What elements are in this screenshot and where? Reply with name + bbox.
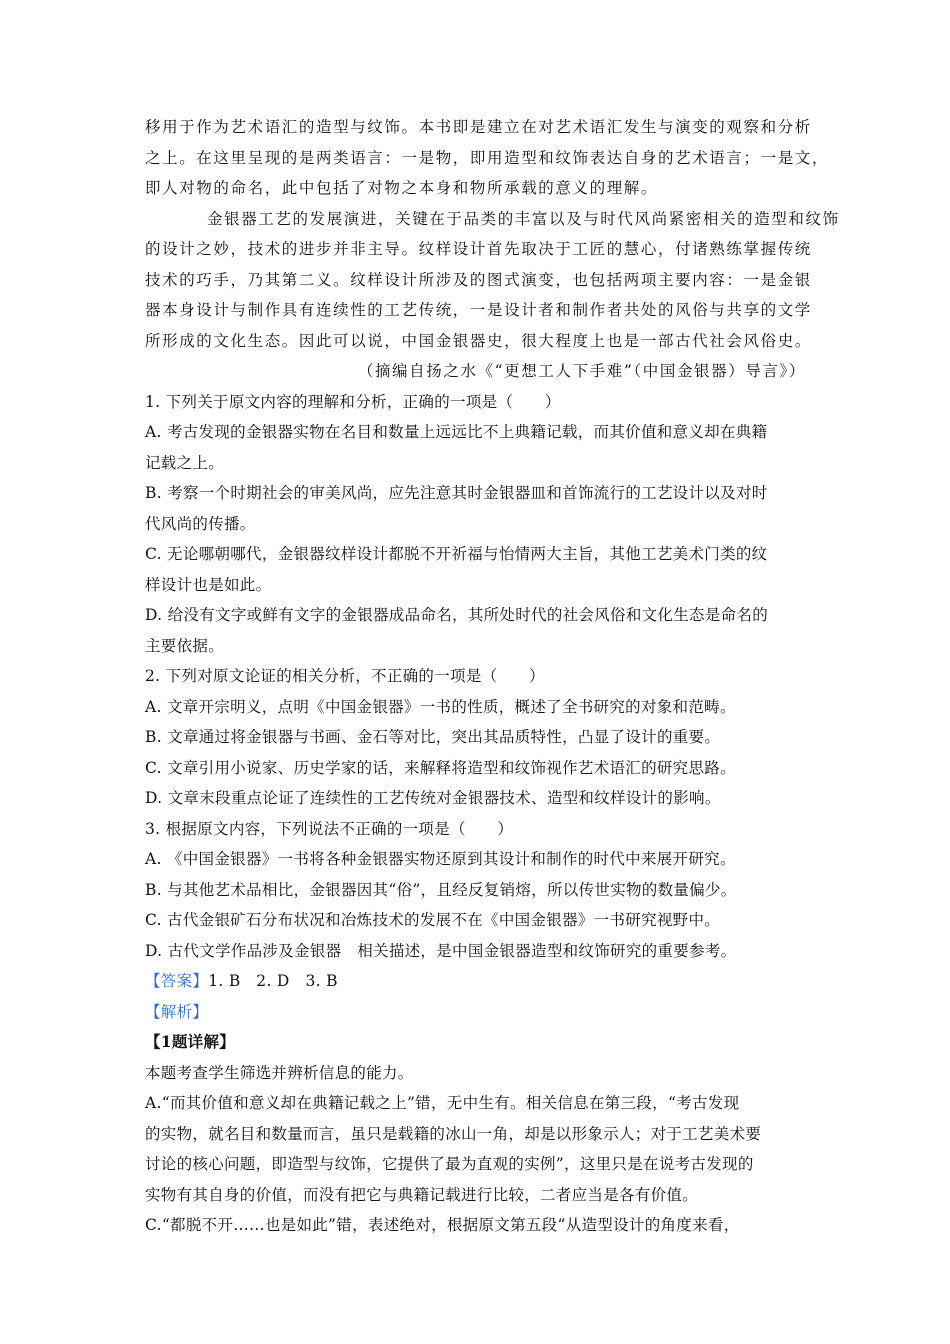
option-a: A. 文章开宗明义，点明《中国金银器》一书的性质，概述了全书研究的对象和范畴。 [145,697,736,716]
passage-source: （摘编自扬之水《“更想工人下手难”（中国金银器）导言》） [357,362,806,380]
passage-line: 之上。在这里呈现的是两类语言：一是物，即用造型和纹饰表达自身的艺术语言；一是文， [145,148,830,167]
document-page [145,112,840,1241]
option-d: D. 文章末段重点论证了连续性的工艺传统对金银器技术、造型和纹样设计的影响。 [145,789,721,807]
analysis-line: 的实物，就名目和数量而言，虽只是载籍的冰山一角，却是以形象示人；对于工艺美术要 [145,1124,762,1143]
analysis-line: 本题考查学生筛选并辨析信息的能力。 [145,1063,414,1082]
passage-line: 即人对物的命名，此中包括了对物之本身和物所承载的意义的理解。 [145,179,659,197]
option-c: C. 古代金银矿石分布状况和冶炼技术的发展不在《中国金银器》一书研究视野中。 [145,911,721,929]
option-a-cont: 记载之上。 [145,453,225,472]
option-b-cont: 代风尚的传播。 [145,514,256,533]
passage-line: 的设计之妙，技术的进步并非主导。纹样设计首先取决于工匠的慧心，付诸熟练掌握传统 [145,240,812,258]
option-d: D. 古代文学作品涉及金银器 相关描述，是中国金银器造型和纹饰研究的重要参考。 [145,941,737,960]
question-stem: 2. 下列对原文论证的相关分析，不正确的一项是（ ） [145,667,545,685]
question-2 [145,661,810,814]
analysis-line: 实物有其自身的价值，而没有把它与典籍记载进行比较，二者应当是各有价值。 [145,1185,699,1204]
answer-line [145,966,810,997]
option-c: C. 无论哪朝哪代，金银器纹样设计都脱不开祈福与怡情两大主旨，其他工艺美术门类的纹 [145,545,768,563]
option-d: D. 给没有文字或鲜有文字的金银器成品命名，其所处时代的社会风俗和文化生态是命名的 [145,606,769,624]
q1-heading: 【1题详解】 [145,1032,236,1051]
analysis-line: 讨论的核心问题，即造型与纹饰，它提供了最为直观的实例”，这里只是在说考古发现的 [145,1155,754,1173]
passage-line: 技术的巧手，乃其第二义。纹样设计所涉及的图式演变，也包括两项主要内容：一是金银 [145,270,812,289]
passage-line: 移用于作为艺术语汇的造型与纹饰。本书即是建立在对艺术语汇发生与演变的观察和分析 [145,118,812,136]
analysis-line: A.“而其价值和意义却在典籍记载之上”错，无中生有。相关信息在第三段，“考古发现 [145,1094,740,1112]
analysis-label: 【解析】 [145,1002,209,1021]
option-b: B. 考察一个时期社会的审美风尚，应先注意其时金银器皿和首饰流行的工艺设计以及对时 [145,484,768,502]
option-c: C. 文章引用小说家、历史学家的话，来解释将造型和纹饰视作艺术语汇的研究思路。 [145,758,736,777]
option-a: A. 考古发现的金银器实物在名目和数量上远远比不上典籍记载，而其价值和意义却在典籍 [145,423,768,441]
passage [145,112,840,387]
answer-label: 【答案】 [145,972,209,990]
option-a: A. 《中国金银器》一书将各种金银器实物还原到其设计和制作的时代中来展开研究。 [145,850,736,868]
question-3 [145,814,810,967]
option-c-cont: 样设计也是如此。 [145,575,272,594]
passage-line: 金银器工艺的发展演进，关键在于品类的丰富以及与时代风尚紧密相关的造型和纹饰 [207,209,840,228]
option-d-cont: 主要依据。 [145,636,225,655]
option-b: B. 与其他艺术品相比，金银器因其“俗”，且经反复销熔，所以传世实物的数量偏少。 [145,880,737,899]
question-stem: 1. 下列关于原文内容的理解和分析，正确的一项是（ ） [145,392,561,411]
question-stem: 3. 根据原文内容，下列说法不正确的一项是（ ） [145,819,514,838]
answer-text: 1. B 2. D 3. B [208,972,338,990]
passage-line: 器本身设计与制作具有连续性的工艺传统，一是设计者和制作者共处的风俗与共享的文学 [145,301,812,319]
analysis-line: C.“都脱不开……也是如此”错，表述绝对，根据原文第五段“从造型设计的角度来看， [145,1216,740,1234]
option-b: B. 文章通过将金银器与书画、金石等对比，突出其品质特性，凸显了设计的重要。 [145,728,721,746]
question-1 [145,387,810,662]
passage-line: 所形成的文化生态。因此可以说，中国金银器史，很大程度上也是一部古代社会风俗史。 [145,331,812,350]
